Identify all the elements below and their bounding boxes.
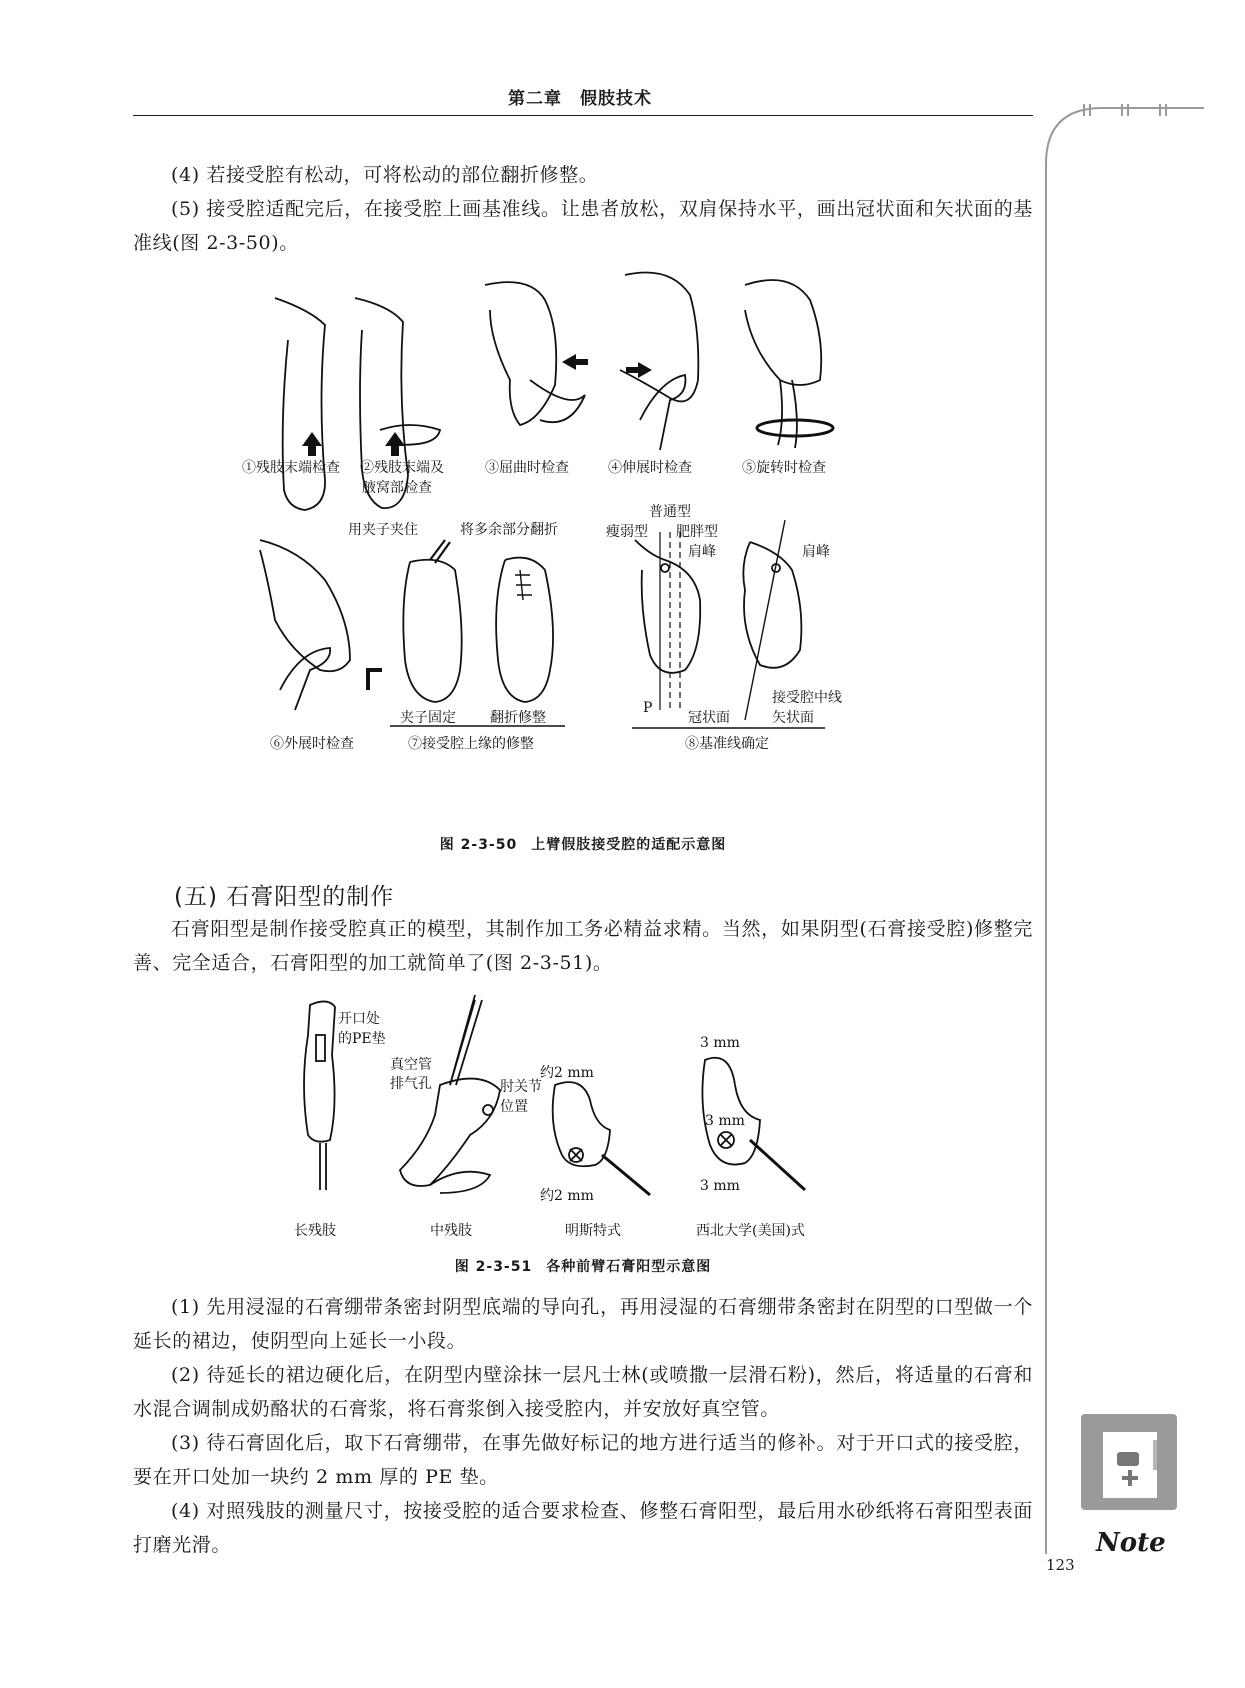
figure-caption <box>133 1256 1033 1276</box>
figure-label: ①残肢末端检查 <box>242 460 340 476</box>
limb-sketch-5 <box>745 280 821 385</box>
limb-sketch-6 <box>260 540 350 671</box>
figure-label: 普通型 <box>649 504 691 520</box>
figure-2-3-51 <box>290 995 890 1240</box>
figure-label: 的PE垫 <box>338 1031 386 1047</box>
figure-label: ④伸展时检查 <box>608 460 692 476</box>
limb-sketch-7b <box>496 558 553 702</box>
paragraph: (5) 接受腔适配完后，在接受腔上画基准线。让患者放松，双肩保持水平，画出冠状面和矢状面的基准线(图 2-3-50)。 <box>133 198 1033 254</box>
figure-label: 用夹子夹住 <box>348 522 418 538</box>
figure-label: 肩峰 <box>688 544 716 560</box>
chapter-header: 第二章 假肢技术 <box>508 89 652 109</box>
figure-label: 肘关节 <box>500 1079 542 1095</box>
rotation-ellipse <box>757 420 833 436</box>
arrow-left-icon <box>562 354 588 370</box>
figure-2-3-50 <box>240 270 940 820</box>
figure-label: 将多余部分翻折 <box>460 522 558 538</box>
paragraph: (3) 待石膏固化后，取下石膏绷带，在事先做好标记的地方进行适当的修补。对于开口式的接受腔，要在开口处加一块约 2 mm 厚的 PE 垫。 <box>133 1432 1033 1488</box>
figure-label: 3 mm <box>705 1113 745 1129</box>
mold-medium <box>400 1079 500 1186</box>
limb-sketch-4 <box>620 273 698 402</box>
figure-label: 真空管 <box>390 1057 432 1073</box>
figure-label: 矢状面 <box>772 710 814 726</box>
limb-sketch-3 <box>485 282 556 425</box>
arrow-up-icon <box>385 432 405 456</box>
figure-label: 3 mm <box>700 1035 740 1051</box>
figure-label: 3 mm <box>700 1178 740 1194</box>
figure-label: ⑧基准线确定 <box>685 736 769 752</box>
figure-label: 约2 mm <box>540 1065 594 1081</box>
figure-label: P <box>643 700 653 716</box>
figure-label: 翻折修整 <box>490 710 546 726</box>
figure-caption-text: 各种前臂石膏阳型示意图 <box>546 1259 712 1275</box>
figure-caption-text: 上臂假肢接受腔的适配示意图 <box>531 837 727 853</box>
note-icon <box>1081 1414 1177 1510</box>
figure-label: 冠状面 <box>688 710 730 726</box>
figure-caption <box>133 834 1033 854</box>
figure-label: ⑤旋转时检查 <box>742 460 826 476</box>
figure-label: 接受腔中线 <box>772 690 842 706</box>
figure-label: ②残肢末端及 <box>360 460 444 476</box>
limb-sketch-8b <box>743 542 801 668</box>
figure-label: ⑥外展时检查 <box>270 736 354 752</box>
figure-number: 图 2-3-50 <box>439 837 518 853</box>
mold-long <box>304 1001 335 1141</box>
figure-label: 中残肢 <box>430 1223 472 1239</box>
figure-label: 排气孔 <box>390 1076 432 1092</box>
mold-northwestern <box>702 1058 760 1165</box>
page-number: 123 <box>1046 1556 1075 1574</box>
figure-label: 明斯特式 <box>565 1223 621 1239</box>
margin-decoration <box>1044 104 1204 1554</box>
figure-label: 开口处 <box>338 1011 380 1027</box>
figure-label: 约2 mm <box>540 1188 594 1204</box>
limb-sketch-7a <box>403 560 461 702</box>
figure-label: ⑦接受腔上缘的修整 <box>408 736 534 752</box>
paragraph: (4) 若接受腔有松动，可将松动的部位翻折修整。 <box>171 164 599 186</box>
limb-sketch-2 <box>355 298 408 508</box>
header-rule <box>133 115 1033 116</box>
figure-label: 夹子固定 <box>400 710 456 726</box>
figure-label: 肩峰 <box>802 544 830 560</box>
paragraph: (4) 对照残肢的测量尺寸，按接受腔的适合要求检查、修整石膏阳型，最后用水砂纸将石膏阳型表面打磨光滑。 <box>133 1500 1033 1556</box>
paragraph: (1) 先用浸湿的石膏绷带条密封阴型底端的导向孔，再用浸湿的石膏绷带条密封在阴型的口型做一个延长的裙边，使阴型向上延长一小段。 <box>133 1296 1033 1352</box>
paragraph: (2) 待延长的裙边硬化后，在阴型内壁涂抹一层凡士林(或喷撒一层滑石粉)，然后，将适量的石膏和水混合调制成奶酪状的石膏浆，将石膏浆倒入接受腔内，并安放好真空管。 <box>133 1364 1033 1420</box>
figure-label: 位置 <box>500 1099 528 1115</box>
paragraph: 石膏阳型是制作接受腔真正的模型，其制作加工务必精益求精。当然，如果阴型(石膏接受腔)修整完善、完全适合，石膏阳型的加工就简单了(图 2-3-51)。 <box>133 918 1033 974</box>
arrow-up-icon <box>302 432 322 456</box>
figure-label: ③屈曲时检查 <box>485 460 569 476</box>
figure-label: 长残肢 <box>294 1223 336 1239</box>
figure-number: 图 2-3-51 <box>454 1259 533 1275</box>
section-heading: (五) 石膏阳型的制作 <box>174 884 395 910</box>
note-label: Note <box>1096 1528 1166 1558</box>
figure-label: 西北大学(美国)式 <box>696 1223 805 1239</box>
figure-label: 瘦弱型 <box>606 524 648 540</box>
mold-munster <box>553 1082 610 1166</box>
limb-sketch-1 <box>275 298 325 510</box>
figure-label: 腋窝部检查 <box>362 480 432 496</box>
figure-label: 肥胖型 <box>676 524 718 540</box>
